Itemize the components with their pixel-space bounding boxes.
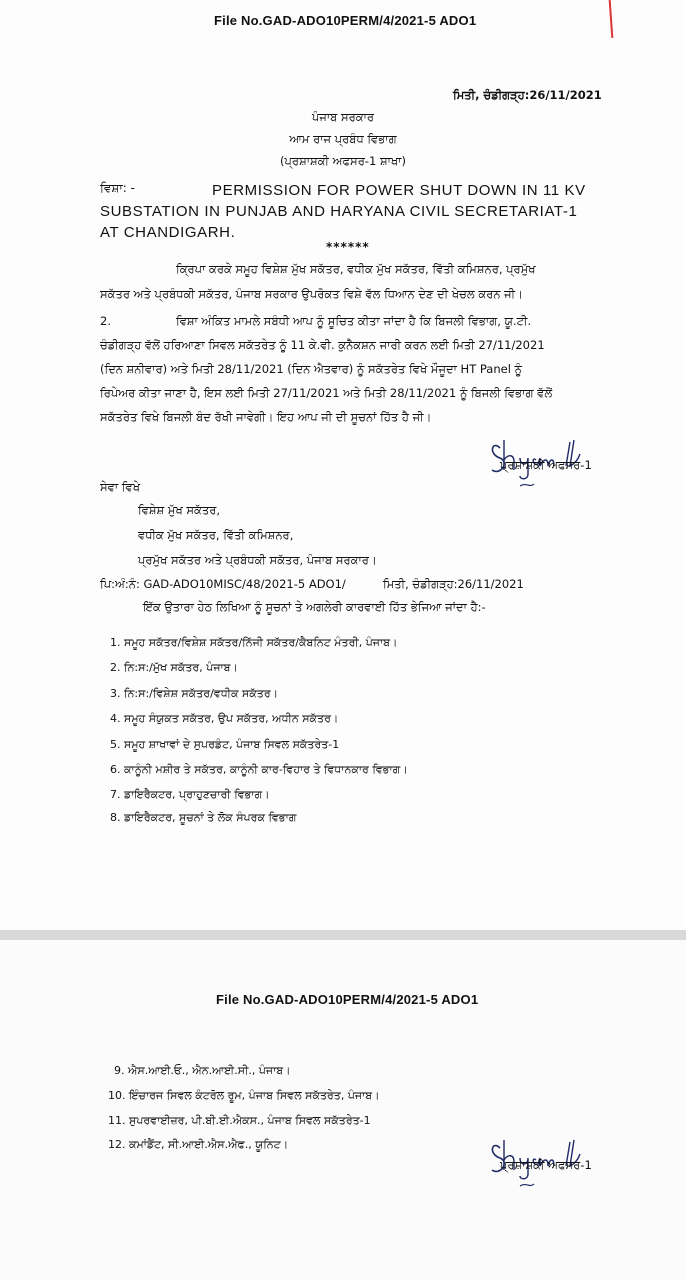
endorsement-date: ਮਿਤੀ, ਚੰਡੀਗੜ੍ਹ:26/11/2021 — [383, 577, 524, 591]
file-number: File No.GAD-ADO10PERM/4/2021-5 ADO1 — [216, 992, 479, 1007]
list-item: 10. ਇੰਚਾਰਜ ਸਿਵਲ ਕੰਟਰੋਲ ਰੂਮ, ਪੰਜਾਬ ਸਿਵਲ ਸਕੱਤਰੇਤ, ਪੰਜਾਬ। — [108, 1089, 380, 1102]
list-item: 3. ਨਿ:ਸ:/ਵਿਸ਼ੇਸ਼ ਸਕੱਤਰ/ਵਧੀਕ ਸਕੱਤਰ। — [110, 687, 279, 700]
list-item: 8. ਡਾਇਰੈਕਟਰ, ਸੂਚਨਾਂ ਤੇ ਲੋਕ ਸੰਪਰਕ ਵਿਭਾਗ — [110, 811, 297, 824]
red-pen-mark — [609, 0, 614, 38]
list-item: 1. ਸਮੂਹ ਸਕੱਤਰ/ਵਿਸ਼ੇਸ਼ ਸਕੱਤਰ/ਨਿੱਜੀ ਸਕੱਤਰ/ਕੈਬਨਿਟ ਮੰਤਰੀ, ਪੰਜਾਬ। — [110, 636, 398, 649]
subject-line-3: AT CHANDIGARH. — [100, 224, 236, 241]
subject-text — [100, 180, 600, 243]
list-item: 6. ਕਾਨੂੰਨੀ ਮਸ਼ੀਰ ਤੇ ਸਕੱਤਰ, ਕਾਨੂੰਨੀ ਕਾਰ-ਵਿਹਾਰ ਤੇ ਵਿਧਾਨਕਾਰ ਵਿਭਾਗ। — [110, 763, 408, 776]
header-branch: (ਪ੍ਰਸ਼ਾਸ਼ਕੀ ਅਫਸਰ-1 ਸ਼ਾਖਾ) — [280, 154, 406, 168]
para1-line-1: ਕ੍ਰਿਪਾ ਕਰਕੇ ਸਮੂਹ ਵਿਸ਼ੇਸ਼ ਮੁੱਖ ਸਕੱਤਰ, ਵਧੀਕ ਮੁੱਖ ਸਕੱਤਰ, ਵਿੱਤੀ ਕਮਿਸ਼ਨਰ, ਪ੍ਰਮੁੱਖ — [176, 262, 536, 276]
list-item: 9. ਐਸ.ਆਈ.ਓ., ਐਨ.ਆਈ.ਸੀ., ਪੰਜਾਬ। — [114, 1064, 291, 1077]
para2-number: 2. — [100, 314, 111, 328]
separator-stars: ****** — [326, 240, 370, 254]
list-item: 11. ਸੁਪਰਵਾਈਜ਼ਰ, ਪੀ.ਬੀ.ਈ.ਐਕਸ., ਪੰਜਾਬ ਸਿਵਲ ਸਕੱਤਰੇਤ-1 — [108, 1114, 371, 1127]
header-department: ਆਮ ਰਾਜ ਪ੍ਰਬੰਧ ਵਿਭਾਗ — [289, 132, 397, 146]
copy-forward-line: ਇੱਕ ਉਤਾਰਾ ਹੇਠ ਲਿਖਿਆ ਨੂੰ ਸੂਚਨਾਂ ਤੇ ਅਗਲੇਰੀ ਕਾਰਵਾਈ ਹਿੱਤ ਭੇਜਿਆ ਜਾਂਦਾ ਹੈ:- — [143, 600, 486, 614]
recipient-2: ਵਧੀਕ ਮੁੱਖ ਸਕੱਤਰ, ਵਿੱਤੀ ਕਮਿਸ਼ਨਰ, — [138, 528, 294, 542]
header-government: ਪੰਜਾਬ ਸਰਕਾਰ — [311, 110, 375, 124]
list-item: 12. ਕਮਾਂਡੈਂਟ, ਸੀ.ਆਈ.ਐਸ.ਐਫ., ਯੂਨਿਟ। — [108, 1138, 289, 1151]
page-gap — [0, 930, 686, 940]
para2-line-1: ਵਿਸ਼ਾ ਅੰਕਿਤ ਮਾਮਲੇ ਸਬੰਧੀ ਆਪ ਨੂੰ ਸੂਚਿਤ ਕੀਤਾ ਜਾਂਦਾ ਹੈ ਕਿ ਬਿਜਲੀ ਵਿਭਾਗ, ਯੂ.ਟੀ. — [176, 314, 532, 328]
list-item: 5. ਸਮੂਹ ਸ਼ਾਖਾਵਾਂ ਦੇ ਸੁਪਰਡੰਟ, ਪੰਜਾਬ ਸਿਵਲ ਸਕੱਤਰੇਤ-1 — [110, 738, 340, 751]
subject-line-2: SUBSTATION IN PUNJAB AND HARYANA CIVIL SECRETARIAT-1 — [100, 203, 578, 220]
para2-line-5: ਸਕੱਤਰੇਤ ਵਿਖੇ ਬਿਜਲੀ ਬੰਦ ਰੱਖੀ ਜਾਵੇਗੀ। ਇਹ ਆਪ ਜੀ ਦੀ ਸੂਚਨਾਂ ਹਿੱਤ ਹੈ ਜੀ। — [100, 410, 432, 424]
subject-line-1: PERMISSION FOR POWER SHUT DOWN IN 11 KV — [212, 182, 586, 199]
document-page-2 — [0, 940, 686, 1280]
para2-line-4: ਰਿਪੇਅਰ ਕੀਤਾ ਜਾਣਾ ਹੈ, ਇਸ ਲਈ ਮਿਤੀ 27/11/2021 ਅਤੇ ਮਿਤੀ 28/11/2021 ਨੂੰ ਬਿਜਲੀ ਵਿਭਾਗ ਵੱਲੋਂ — [100, 386, 553, 400]
recipient-3: ਪ੍ਰਮੁੱਖ ਸਕੱਤਰ ਅਤੇ ਪ੍ਰਬੰਧਕੀ ਸਕੱਤਰ, ਪੰਜਾਬ ਸਰਕਾਰ। — [138, 553, 377, 567]
endorsement-number: ਪਿ:ਅੰ:ਨੰ: GAD-ADO10MISC/48/2021-5 ADO1/ — [100, 577, 346, 591]
recipient-1: ਵਿਸ਼ੇਸ਼ ਮੁੱਖ ਸਕੱਤਰ, — [138, 503, 221, 517]
seva-vikhe-label: ਸੇਵਾ ਵਿਖੇ — [100, 480, 140, 494]
file-number: File No.GAD-ADO10PERM/4/2021-5 ADO1 — [214, 13, 477, 28]
list-item: 2. ਨਿ:ਸ:/ਮੁੱਖ ਸਕੱਤਰ, ਪੰਜਾਬ। — [110, 661, 238, 674]
para2-line-2: ਚੰਡੀਗੜ੍ਹ ਵੱਲੋਂ ਹਰਿਆਣਾ ਸਿਵਲ ਸਕੱਤਰੇਤ ਨੂੰ 11 ਕੇ.ਵੀ. ਕੁਨੈਕਸ਼ਨ ਜਾਰੀ ਕਰਨ ਲਈ ਮਿਤੀ 27/11/2021 — [100, 338, 545, 352]
letter-date: ਮਿਤੀ, ਚੰਡੀਗੜ੍ਹ:26/11/2021 — [453, 88, 602, 102]
para2-line-3: (ਦਿਨ ਸ਼ਨੀਵਾਰ) ਅਤੇ ਮਿਤੀ 28/11/2021 (ਦਿਨ ਐਤਵਾਰ) ਨੂੰ ਸਕੱਤਰੇਤ ਵਿਖੇ ਮੌਜੂਦਾ HT Panel ਨੂੰ — [100, 362, 523, 376]
list-item: 4. ਸਮੂਹ ਸੰਯੁਕਤ ਸਕੱਤਰ, ਉਪ ਸਕੱਤਰ, ਅਧੀਨ ਸਕੱਤਰ। — [110, 712, 339, 725]
para1-line-2: ਸਕੱਤਰ ਅਤੇ ਪ੍ਰਬੰਧਕੀ ਸਕੱਤਰ, ਪੰਜਾਬ ਸਰਕਾਰ ਉਪਰੋਕਤ ਵਿਸ਼ੇ ਵੱਲ ਧਿਆਨ ਦੇਣ ਦੀ ਖੇਚਲ ਕਰਨ ਜੀ। — [100, 287, 523, 301]
signatory-title: ਪ੍ਰਸ਼ਾਸ਼ਕੀ ਅਫਸਰ-1 — [500, 1158, 592, 1172]
signatory-title: ਪ੍ਰਸ਼ਾਸ਼ਕੀ ਅਫਸਰ-1 — [500, 458, 592, 472]
list-item: 7. ਡਾਇਰੈਕਟਰ, ਪ੍ਰਾਹੁਣਚਾਰੀ ਵਿਭਾਗ। — [110, 788, 270, 801]
subject-label: ਵਿਸ਼ਾ: - — [100, 181, 135, 195]
